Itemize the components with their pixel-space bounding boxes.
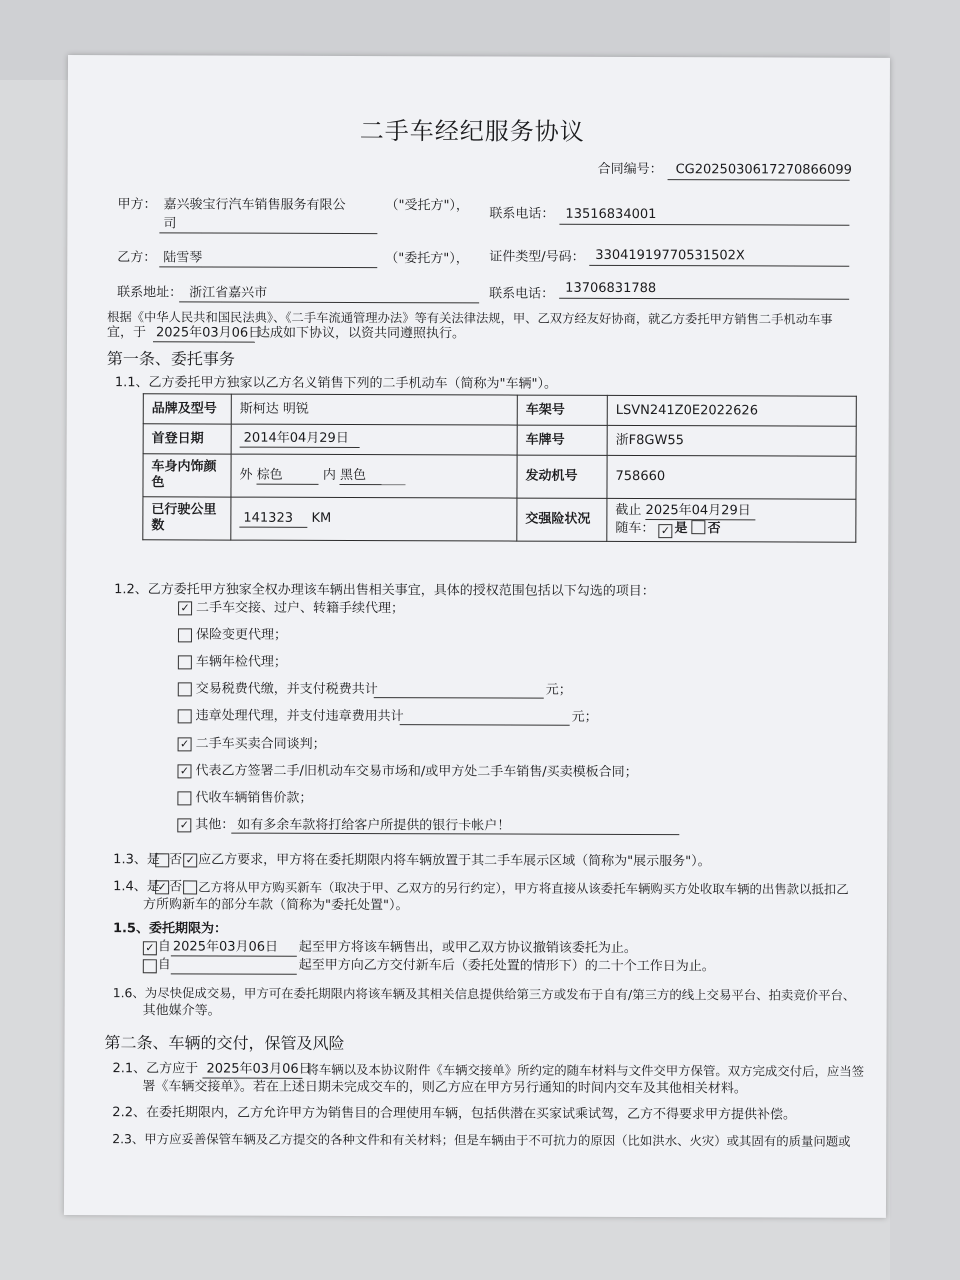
- clause-1-4-no: 否: [169, 879, 183, 895]
- preamble-line1: 根据《中华人民共和国民法典》、《二手车流通管理办法》等有关法律法规，甲、乙双方经友好协商，就乙方委托甲方销售二手机动车事: [107, 310, 833, 327]
- ins-until-prefix: 截止: [615, 502, 642, 518]
- int-prefix: 内: [322, 467, 336, 483]
- underline: [400, 724, 570, 726]
- ins-yes-label: 是: [674, 520, 688, 536]
- color-label: 车身内饰颜: [151, 459, 217, 475]
- underline: [589, 265, 849, 267]
- option-label: 代收车辆销售价款；: [195, 790, 313, 806]
- party-b-name: 陆雪琴: [163, 250, 203, 266]
- table-row: [143, 394, 856, 426]
- yes-checkbox[interactable]: ✓: [155, 880, 169, 894]
- engine-label: 发动机号: [517, 455, 607, 498]
- term-option-1-date: 2025年03月06日: [172, 939, 279, 955]
- option-label: 二手车买卖合同谈判；: [195, 736, 326, 752]
- ext-color: 棕色: [257, 467, 319, 484]
- address: 浙江省嘉兴市: [189, 285, 268, 301]
- party-b-role: （"委托方"），: [385, 251, 469, 267]
- option-checkbox[interactable]: ✓: [177, 764, 191, 778]
- clause-1-3-prefix: 1.3、是: [113, 852, 160, 868]
- insurance-label: 交强险状况: [517, 498, 607, 541]
- term-option-2-text: 起至甲方向乙方交付新车后（委托处置的情形下）的二十个工作日为止。: [298, 957, 715, 975]
- option-checkbox[interactable]: [178, 628, 192, 642]
- article-2-heading: 第二条、车辆的交付，保管及风险: [104, 1033, 345, 1053]
- ins-no-label: 否: [707, 520, 721, 536]
- option-checkbox[interactable]: [178, 709, 192, 723]
- color-value-cell: [231, 454, 517, 498]
- clause-1-6-line2: 其他媒介等。: [142, 1003, 221, 1019]
- ins-until: 2025年04月29日: [646, 503, 756, 520]
- clause-1-1: 1.1、乙方委托甲方独家以乙方名义销售下列的二手机动车（简称为"车辆"）。: [114, 375, 558, 392]
- mileage-label-cont: 数: [151, 518, 165, 534]
- party-a-label: 甲方：: [117, 197, 157, 213]
- party-a-role: （"受托方"），: [385, 198, 469, 214]
- clause-1-6-line1: 1.6、为尽快促成交易，甲方可在委托期限内将该车辆及其相关信息提供给第三方或发布于自有/第三方的线上交易平台、拍卖竞价平台、: [112, 985, 856, 1003]
- underline: [159, 232, 377, 234]
- preamble-line2-post: 达成如下协议，以资共同遵照执行。: [257, 325, 466, 342]
- mileage-unit: KM: [311, 510, 332, 526]
- option-checkbox[interactable]: ✓: [178, 737, 192, 751]
- option-label: 保险变更代理；: [195, 627, 288, 643]
- page-title: 二手车经纪服务协议: [359, 117, 585, 146]
- party-b-id: 33041919770531502X: [595, 247, 745, 264]
- term-option-1-checkbox[interactable]: ✓: [143, 941, 157, 955]
- yes-checkbox[interactable]: [155, 853, 169, 867]
- brand-label: 品牌及型号: [143, 394, 231, 424]
- ins-yes-checkbox[interactable]: ✓: [658, 524, 672, 538]
- term-option-1-prefix: 自: [157, 939, 171, 955]
- preamble-date: 2025年03月06日: [156, 325, 262, 341]
- mileage-value-cell: [231, 497, 517, 541]
- option-checkbox[interactable]: [178, 655, 192, 669]
- brand-value: 斯柯达 明锐: [231, 394, 517, 425]
- underline: [153, 341, 255, 342]
- table-row: [143, 454, 856, 499]
- option-label: 二手车交接、过户、转籍手续代理；: [196, 600, 405, 617]
- option-label: 代表乙方签署二手/旧机动车交易市场和/或甲方处二手车销售/买卖模板合同；: [195, 763, 638, 780]
- contract-no: CG2025030617270866099: [675, 162, 852, 178]
- clause-1-3-text: 应乙方要求，甲方将在委托期限内将车辆放置于其二手车展示区域（简称为"展示服务"）。: [198, 852, 711, 870]
- mileage-label-cell: [143, 497, 231, 540]
- clause-2-1-line2: 署《车辆交接单》。若在上述日期未完成交车的，则乙方应在甲方另行通知的时间内交车及其他相关材料。: [142, 1079, 747, 1097]
- option-suffix: 元；: [545, 682, 572, 698]
- option-checkbox[interactable]: ✓: [178, 601, 192, 615]
- clause-1-5-label: 1.5、委托期限为：: [112, 921, 228, 937]
- clause-1-2: 1.2、乙方委托甲方独家全权办理该车辆出售相关事宜，具体的授权范围包括以下勾选的项目：: [114, 582, 655, 600]
- clause-2-1-post: 将车辆以及本协议附件《车辆交接单》所约定的随车材料与文件交甲方保管。双方完成交付后，应当签: [306, 1061, 865, 1079]
- party-b-id-label: 证件类型/号码：: [489, 249, 585, 265]
- plate-value: 浙F8GW55: [607, 425, 856, 456]
- document-page: [64, 55, 890, 1218]
- underline: [159, 266, 377, 268]
- ins-follow: 随车：: [615, 520, 655, 536]
- underline: [559, 298, 849, 300]
- option-other-value: 如有多余车款将打给客户所提供的银行卡帐户！: [237, 817, 511, 834]
- option-label: 车辆年检代理；: [195, 654, 287, 670]
- term-option-1-text: 起至甲方将该车辆售出，或甲乙双方协议撤销该委托为止。: [298, 939, 637, 956]
- clause-1-4-prefix: 1.4、是: [113, 879, 160, 895]
- preamble-line2-pre: 宜，于: [107, 325, 147, 341]
- underline: [374, 697, 544, 699]
- color-label-cont: 色: [151, 475, 165, 491]
- clause-2-1-pre: 2.1、乙方应于: [112, 1061, 199, 1077]
- term-option-2-prefix: 自: [157, 957, 171, 973]
- party-b-label: 乙方：: [117, 250, 157, 266]
- insurance-value-cell: [607, 498, 856, 542]
- option-label: 违章处理代理，并支付违章费用共计: [195, 708, 404, 725]
- clause-2-1-date: 2025年03月06日: [206, 1061, 312, 1077]
- party-a-name-cont: 司: [163, 216, 177, 232]
- mileage-value: 141323: [239, 510, 307, 527]
- engine-value: 758660: [607, 455, 856, 499]
- underline: [668, 179, 850, 181]
- address-label: 联系地址：: [117, 285, 183, 301]
- no-checkbox[interactable]: [183, 880, 197, 894]
- underline: [171, 973, 297, 974]
- int-color: 黑色: [340, 467, 406, 484]
- plate-label: 车牌号: [517, 425, 607, 455]
- contract-no-label: 合同编号：: [597, 161, 663, 178]
- clause-1-3-no: 否: [169, 852, 183, 868]
- party-b-phone-label: 联系电话：: [489, 286, 555, 302]
- mileage-label: 已行驶公里: [151, 502, 217, 518]
- party-b-phone: 13706831788: [565, 280, 657, 297]
- option-checkbox[interactable]: [177, 791, 191, 805]
- option-checkbox[interactable]: ✓: [177, 818, 191, 832]
- ext-prefix: 外: [239, 467, 253, 483]
- reg-date-value-cell: [231, 424, 517, 455]
- party-a-phone: 13516834001: [565, 206, 657, 223]
- ins-no-checkbox[interactable]: [692, 520, 706, 534]
- option-suffix: 元；: [571, 709, 598, 725]
- table-row: [143, 424, 856, 456]
- underline: [559, 224, 849, 226]
- color-label-cell: [143, 454, 231, 497]
- vin-label: 车架号: [517, 395, 607, 425]
- party-a-name: 嘉兴骏宝行汽车销售服务有限公: [163, 197, 346, 213]
- clause-1-4-line1: 乙方将从甲方购买新车（取决于甲、乙双方的另行约定），甲方将直接从该委托车辆购买方处收取车辆的出售款以抵扣乙: [198, 879, 849, 897]
- underline: [179, 301, 479, 303]
- term-option-2-checkbox[interactable]: [143, 959, 157, 973]
- option-label: 交易税费代缴，并支付税费共计: [195, 681, 378, 698]
- option-checkbox[interactable]: [178, 682, 192, 696]
- underline: [231, 833, 679, 836]
- party-a-phone-label: 联系电话：: [489, 206, 555, 222]
- vin-value: LSVN241Z0E2022626: [607, 395, 856, 426]
- vehicle-table: [142, 393, 857, 542]
- reg-date-value: 2014年04月29日: [240, 431, 360, 448]
- clause-2-3: 2.3、甲方应妥善保管车辆及乙方提交的各种文件和有关材料；但是车辆由于不可抗力的原因（比如洪水、火灾）或其固有的质量问题或: [112, 1131, 851, 1149]
- table-row: [143, 497, 856, 542]
- clause-1-4-line2: 方所购新车的部分车款（简称为"委托处置"）。: [143, 897, 409, 914]
- reg-date-label: 首登日期: [143, 424, 231, 454]
- option-label: 其他：: [195, 817, 235, 833]
- clause-2-2: 2.2、在委托期限内，乙方允许甲方为销售目的合理使用车辆，包括供潜在买家试乘试驾，乙方不得要求甲方提供补偿。: [112, 1105, 797, 1123]
- no-checkbox[interactable]: ✓: [183, 853, 197, 867]
- underline: [171, 955, 297, 956]
- article-1-heading: 第一条、委托事务: [106, 349, 235, 369]
- background-edge: [890, 0, 960, 1280]
